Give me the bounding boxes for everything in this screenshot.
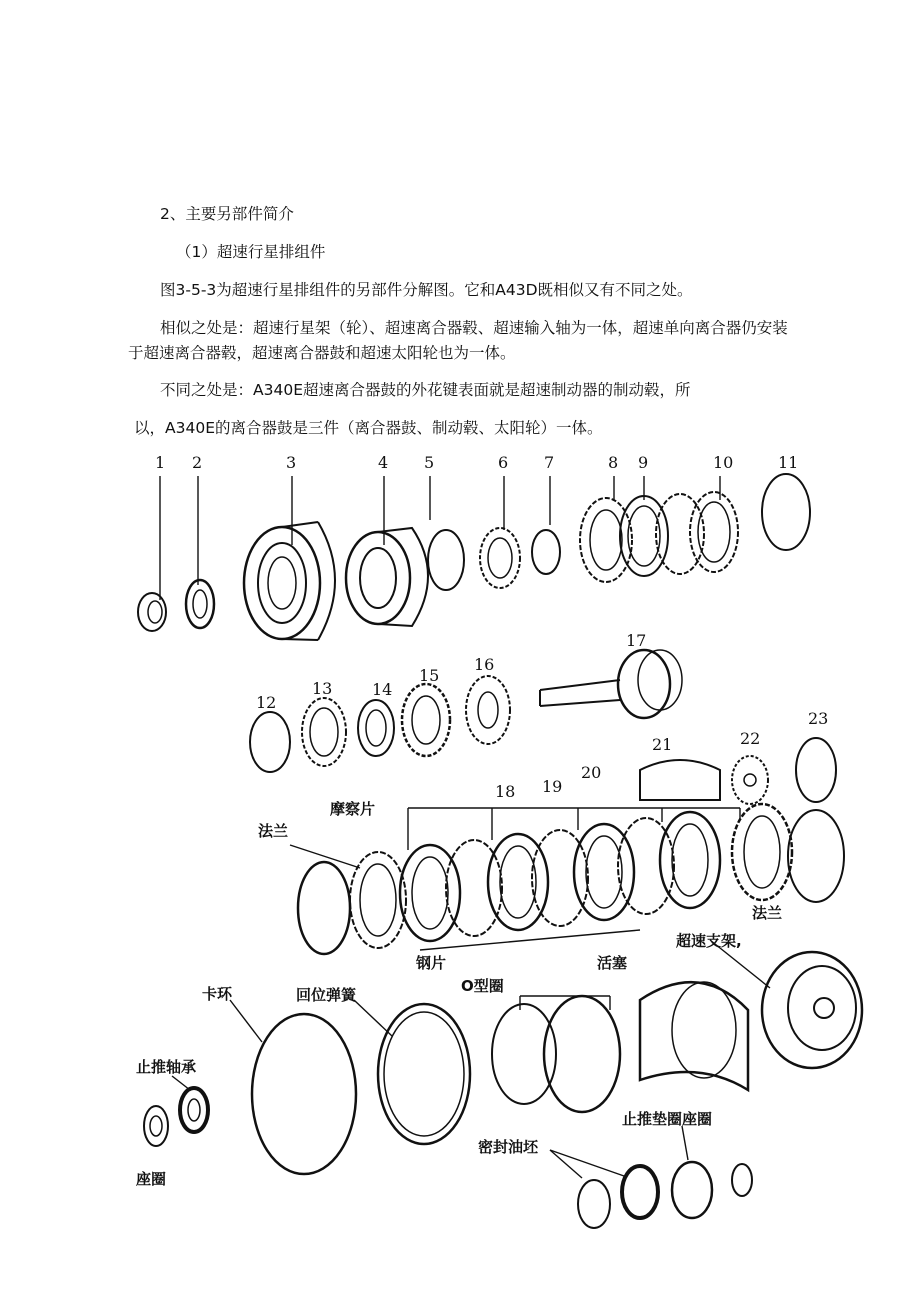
part-number-17: 17 (626, 631, 647, 650)
paragraph-differences-cont: 以，A340E的离合器鼓是三件（离合器鼓、制动毂、太阳轮）一体。 (134, 419, 603, 437)
part-8-10-clutch-plates (580, 492, 738, 582)
label-seat-ring: 座圈 (136, 1170, 167, 1188)
label-steel-plate: 钢片 (416, 954, 447, 972)
part-15-one-way-clutch (402, 684, 450, 756)
label-friction-plate: 摩察片 (330, 800, 376, 818)
label-return-spring: 回位弹簧 (296, 986, 357, 1004)
label-flange-left: 法兰 (258, 822, 289, 840)
part-number-13: 13 (312, 679, 333, 698)
part-number-8: 8 (608, 453, 619, 472)
brake-plate-stack (298, 804, 844, 954)
part-thrust-bearing (144, 1088, 208, 1146)
part-7-snap-ring (532, 530, 560, 574)
part-1-thrust-washer (138, 593, 166, 631)
paragraph-differences: 不同之处是：A340E超速离合器鼓的外花键表面就是超速制动器的制动毂，所 (160, 381, 691, 399)
part-snap-ring-large (252, 1014, 356, 1174)
part-number-5: 5 (424, 453, 435, 472)
section-heading: 2、主要另部件简介 (160, 205, 294, 223)
part-thrust-washer-seat (672, 1162, 752, 1218)
part-number-6: 6 (498, 453, 509, 472)
part-o-rings (492, 996, 620, 1112)
part-seal-rings (578, 1166, 658, 1228)
part-number-3: 3 (286, 453, 297, 472)
part-21-brake-drum (640, 760, 720, 800)
label-thrust-bearing: 止推轴承 (136, 1058, 197, 1076)
part-piston (640, 982, 748, 1090)
part-number-9: 9 (638, 453, 649, 472)
part-number-7: 7 (544, 453, 555, 472)
part-number-18: 18 (495, 782, 516, 801)
part-number-4: 4 (378, 453, 389, 472)
part-number-1: 1 (155, 453, 166, 472)
part-22-sun-gear (732, 756, 768, 804)
part-return-spring-assembly (378, 1004, 470, 1144)
part-number-20: 20 (581, 763, 602, 782)
part-12-snap-ring (250, 712, 290, 772)
part-number-12: 12 (256, 693, 277, 712)
part-number-15: 15 (419, 666, 440, 685)
part-number-10: 10 (713, 453, 734, 472)
label-o-ring: O型圈 (461, 977, 504, 995)
part-17-input-shaft-planet-carrier (540, 650, 682, 718)
part-3-clutch-drum (244, 522, 335, 640)
part-number-11: 11 (778, 453, 799, 472)
label-piston: 活塞 (597, 954, 628, 972)
part-23-snap-ring (796, 738, 836, 802)
label-thrust-washer-seat: 止推垫圈座圈 (622, 1110, 713, 1128)
label-flange-right: 法兰 (752, 904, 783, 922)
part-2-needle-bearing (186, 580, 214, 628)
label-seal-ring: 密封油坯 (478, 1138, 539, 1156)
part-number-14: 14 (372, 680, 393, 699)
part-11-snap-ring (762, 474, 810, 550)
section-subheading: （1）超速行星排组件 (176, 243, 326, 261)
paragraph-intro: 图3-5-3为超速行星排组件的另部件分解图。它和A43D既相似又有不同之处。 (160, 281, 693, 299)
part-number-22: 22 (740, 729, 761, 748)
part-14-ring (358, 700, 394, 756)
part-13-plate (302, 698, 346, 766)
part-16-retainer (466, 676, 510, 744)
part-overdrive-support (762, 952, 862, 1068)
label-snap-ring: 卡环 (202, 985, 233, 1003)
paragraph-similarities: 相似之处是：超速行星架（轮）、超速离合器毂、超速输入轴为一体，超速单向离合器仍安装于超速离合器毂，超速离合器鼓和超速太阳轮也为一体。 (128, 319, 788, 362)
part-number-16: 16 (474, 655, 495, 674)
part-4-piston (346, 528, 428, 626)
part-6-return-spring (480, 528, 520, 588)
part-number-21: 21 (652, 735, 673, 754)
part-number-23: 23 (808, 709, 829, 728)
label-overdrive-support: 超速支架, (676, 932, 742, 950)
part-number-19: 19 (542, 777, 563, 796)
part-number-2: 2 (192, 453, 203, 472)
part-5-o-rings (428, 530, 464, 590)
